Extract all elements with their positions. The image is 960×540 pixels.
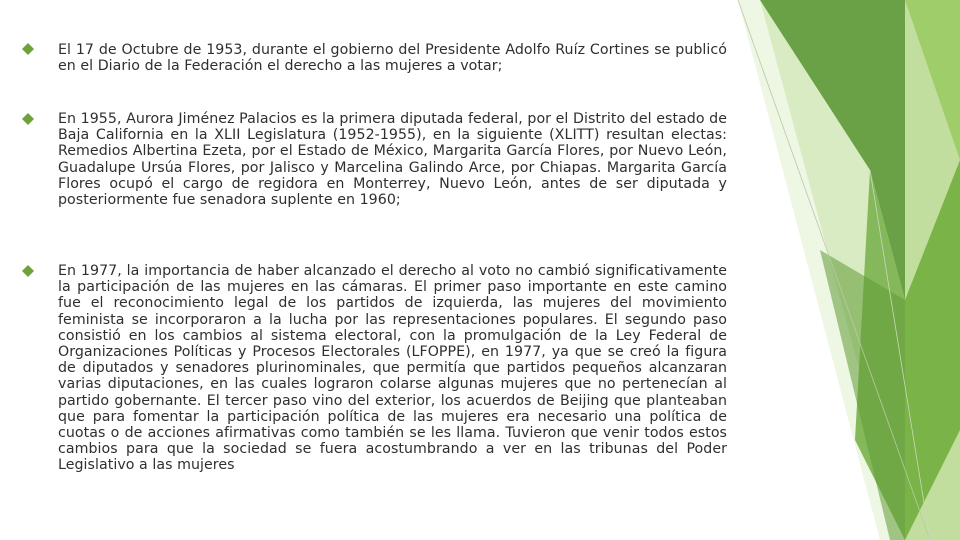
bullet-text-1953: El 17 de Octubre de 1953, durante el gobierno del Presidente Adolfo Ruíz Cortines se publicó en el Diario de la Federación el derecho a las mujeres a votar; <box>58 42 727 75</box>
bullet-text-1977: En 1977, la importancia de haber alcanzado el derecho al voto no cambió significativamente la participación de las mujeres en las cámaras. El primer paso importante en este camino fue el reconocimiento legal de los partidos de izquierda, las mujeres del movimiento feminista se incorporaron a la lucha por las representaciones populares. El segundo paso consistió en los cambios al sistema electoral, con la promulgación de la Ley Federal de Organizaciones Políticas y Procesos Electorales (LFOPPE), en 1977, ya que se creó la figura de diputados y senadores plurinominales, que permitía que partidos pequeños alcanzaran varias diputaciones, en las cuales lograron colarse algunas mujeres que no pertenecían al partido gobernante. El tercer paso vino del exterior, los acuerdos de Beijing que planteaban que para fomentar la participación política de las mujeres era necesario una política de cuotas o de acciones afirmativas como también se les llama. Tuvieron que venir todos estos cambios para que la sociedad se fuera acostumbrando a ver en las tribunas del Poder Legislativo a las mujeres <box>58 263 727 474</box>
bullet-text-1955: En 1955, Aurora Jiménez Palacios es la primera diputada federal, por el Distrito del estado de Baja California en la XLII Legislatura (1952-1955), en la siguiente (XLITT) resultan electas: Remedios Albertina Ezeta, por el Estado de México, Margarita García Flores, por Nuevo León, Guadalupe Ursúa Flores, por Jalisco y Marcelina Galindo Arce, por Chiapas. Margarita García Flores ocupó el cargo de regidora en Monterrey, Nuevo León, antes de ser diputada y posteriormente fue senadora suplente en 1960; <box>58 111 727 209</box>
diamond-bullet-icon <box>22 113 34 125</box>
diamond-bullet-icon <box>22 43 34 55</box>
diamond-bullet-icon <box>22 265 34 277</box>
